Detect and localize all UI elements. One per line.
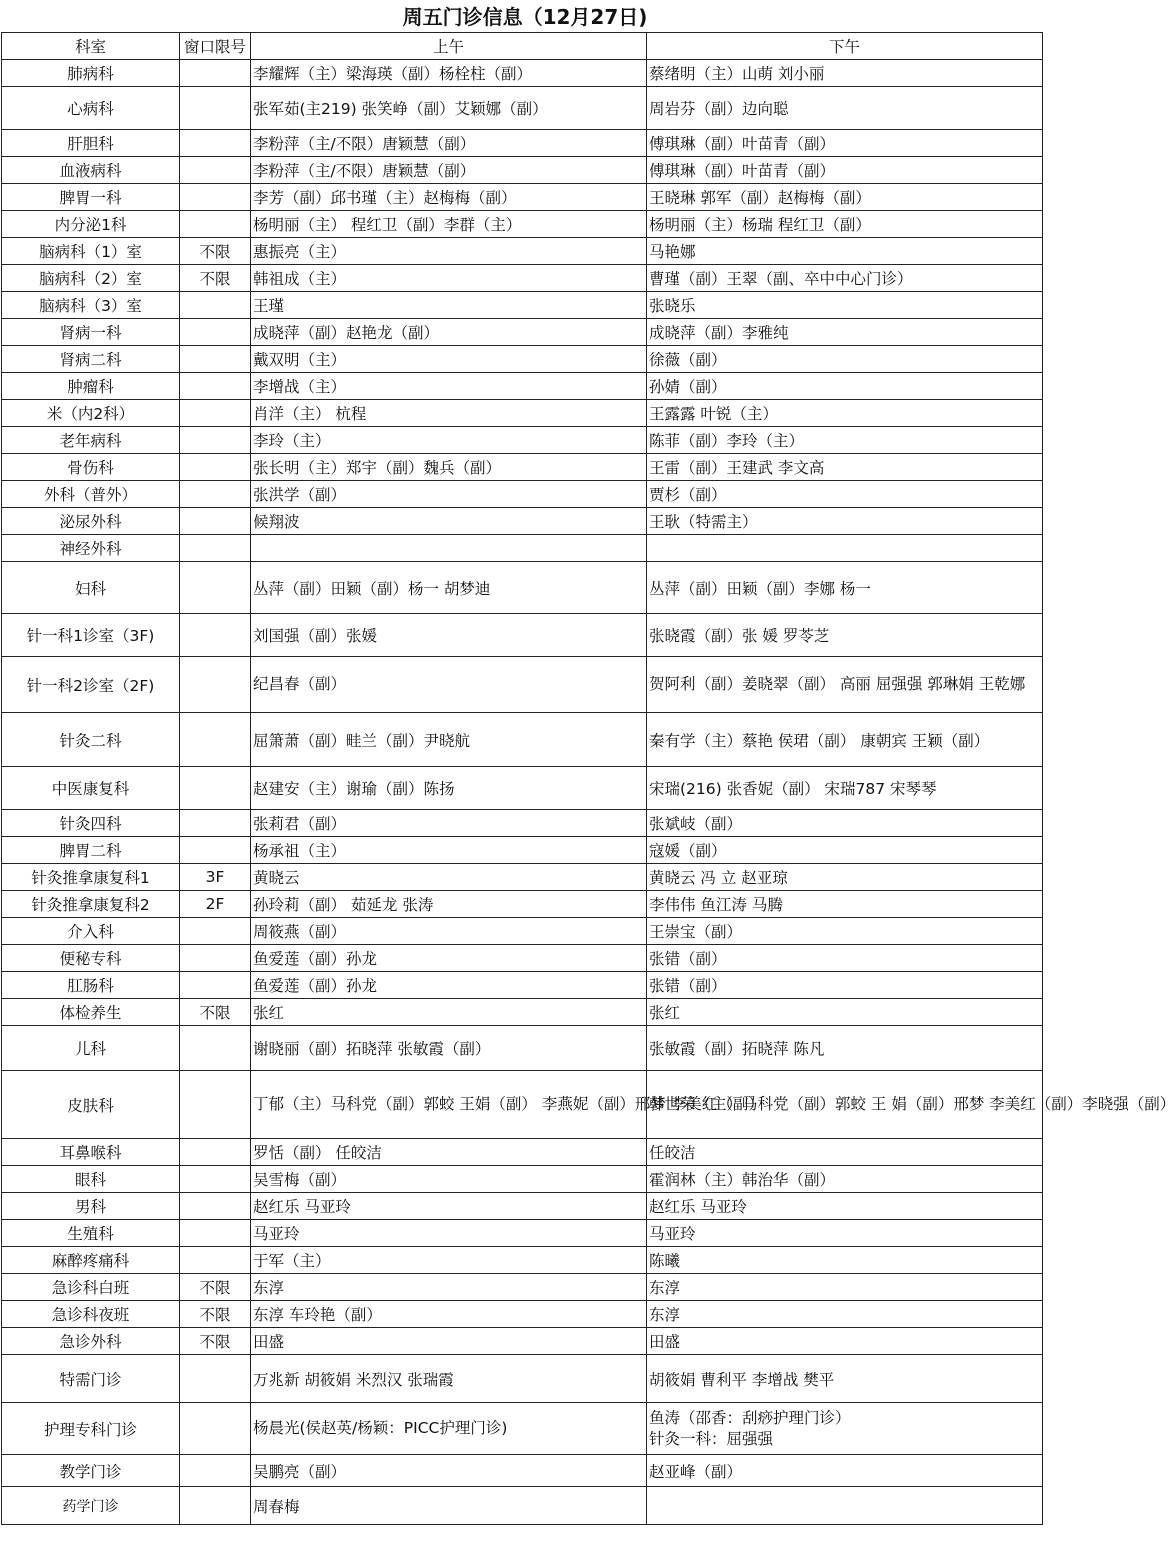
morning-cell: 鱼爱莲（副）孙龙 (251, 972, 647, 999)
window-limit-cell (180, 211, 251, 238)
window-limit-cell: 不限 (180, 265, 251, 292)
table-row (2, 562, 1043, 614)
table-row (2, 767, 1043, 810)
table-row (2, 292, 1043, 319)
afternoon-cell: 贾杉（副） (647, 481, 1043, 508)
window-limit-cell (180, 1193, 251, 1220)
table-row (2, 945, 1043, 972)
dept-cell: 教学门诊 (2, 1455, 180, 1487)
dept-cell: 针灸四科 (2, 810, 180, 837)
afternoon-cell: 任皎洁 (647, 1139, 1043, 1166)
header-dept: 科室 (2, 33, 180, 60)
morning-cell: 成晓萍（副）赵艳龙（副） (251, 319, 647, 346)
morning-cell: 张洪学（副） (251, 481, 647, 508)
dept-cell: 急诊外科 (2, 1328, 180, 1355)
morning-cell: 谢晓丽（副）拓晓萍 张敏霞（副） (251, 1026, 647, 1071)
morning-cell: 戴双明（主） (251, 346, 647, 373)
window-limit-cell: 3F (180, 864, 251, 891)
window-limit-cell (180, 1071, 251, 1139)
morning-cell: 张莉君（副） (251, 810, 647, 837)
afternoon-cell: 寇媛（副） (647, 837, 1043, 864)
table-row (2, 1026, 1043, 1071)
table-row (2, 319, 1043, 346)
morning-cell: 屈箫萧（副）畦兰（副）尹晓航 (251, 713, 647, 767)
window-limit-cell (180, 945, 251, 972)
dept-cell: 脑病科（1）室 (2, 238, 180, 265)
afternoon-cell: 赵亚峰（副） (647, 1455, 1043, 1487)
afternoon-cell: 王露露 叶锐（主） (647, 400, 1043, 427)
morning-cell: 李耀辉（主）梁海瑛（副）杨栓柱（副） (251, 60, 647, 87)
dept-cell: 米（内2科） (2, 400, 180, 427)
afternoon-cell: 张红 (647, 999, 1043, 1026)
dept-cell: 急诊科夜班 (2, 1301, 180, 1328)
morning-cell: 李粉萍（主/不限）唐颖慧（副） (251, 130, 647, 157)
dept-cell: 麻醉疼痛科 (2, 1247, 180, 1274)
afternoon-cell: 韩世荣（主）马科党（副）郭蛟 王 娟（副）邢梦 李美红（副）李晓强（副） (647, 1071, 1043, 1139)
dept-cell: 皮肤科 (2, 1071, 180, 1139)
morning-cell: 田盛 (251, 1328, 647, 1355)
window-limit-cell: 不限 (180, 1301, 251, 1328)
table-row (2, 184, 1043, 211)
afternoon-cell: 成晓萍（副）李雅纯 (647, 319, 1043, 346)
window-limit-cell: 不限 (180, 999, 251, 1026)
dept-cell: 脑病科（3）室 (2, 292, 180, 319)
window-limit-cell (180, 508, 251, 535)
table-row (2, 157, 1043, 184)
table-row (2, 1220, 1043, 1247)
table-row (2, 1328, 1043, 1355)
morning-cell: 张军茹(主219) 张笑峥（副）艾颖娜（副） (251, 87, 647, 130)
afternoon-cell: 王晓琳 郭军（副）赵梅梅（副） (647, 184, 1043, 211)
table-row (2, 1139, 1043, 1166)
window-limit-cell (180, 60, 251, 87)
morning-cell: 黄晓云 (251, 864, 647, 891)
dept-cell: 肿瘤科 (2, 373, 180, 400)
dept-cell: 男科 (2, 1193, 180, 1220)
morning-cell: 东淳 车玲艳（副） (251, 1301, 647, 1328)
morning-cell: 王瑾 (251, 292, 647, 319)
afternoon-cell: 黄晓云 冯 立 赵亚琼 (647, 864, 1043, 891)
table-row (2, 454, 1043, 481)
dept-cell: 特需门诊 (2, 1355, 180, 1403)
dept-cell: 护理专科门诊 (2, 1403, 180, 1455)
window-limit-cell (180, 454, 251, 481)
dept-cell: 脑病科（2）室 (2, 265, 180, 292)
window-limit-cell (180, 1455, 251, 1487)
afternoon-cell: 霍润林（主）韩治华（副） (647, 1166, 1043, 1193)
window-limit-cell (180, 184, 251, 211)
window-limit-cell (180, 767, 251, 810)
afternoon-cell: 陈曦 (647, 1247, 1043, 1274)
window-limit-cell: 不限 (180, 1328, 251, 1355)
window-limit-cell (180, 1355, 251, 1403)
dept-cell: 妇科 (2, 562, 180, 614)
window-limit-cell (180, 972, 251, 999)
window-limit-cell (180, 918, 251, 945)
dept-cell: 耳鼻喉科 (2, 1139, 180, 1166)
morning-cell: 张红 (251, 999, 647, 1026)
morning-cell: 候翔波 (251, 508, 647, 535)
morning-cell: 孙玲莉（副） 茹延龙 张涛 (251, 891, 647, 918)
table-row (2, 400, 1043, 427)
morning-cell: 赵红乐 马亚玲 (251, 1193, 647, 1220)
window-limit-cell (180, 810, 251, 837)
window-limit-cell (180, 1247, 251, 1274)
afternoon-cell: 东淳 (647, 1274, 1043, 1301)
morning-cell: 杨明丽（主） 程红卫（副）李群（主） (251, 211, 647, 238)
morning-cell: 东淳 (251, 1274, 647, 1301)
window-limit-cell (180, 427, 251, 454)
dept-cell: 针一科2诊室（2F) (2, 657, 180, 713)
window-limit-cell (180, 1220, 251, 1247)
dept-cell: 骨伤科 (2, 454, 180, 481)
page-title: 周五门诊信息（12月27日) (402, 5, 648, 29)
dept-cell: 肾病一科 (2, 319, 180, 346)
morning-cell: 刘国强（副）张媛 (251, 614, 647, 657)
window-limit-cell (180, 614, 251, 657)
afternoon-cell: 李伟伟 鱼江涛 马腾 (647, 891, 1043, 918)
afternoon-cell: 曹瑾（副）王翠（副、卒中中心门诊） (647, 265, 1043, 292)
table-row (2, 810, 1043, 837)
table-row (2, 999, 1043, 1026)
window-limit-cell (180, 1139, 251, 1166)
window-limit-cell: 不限 (180, 238, 251, 265)
table-row (2, 918, 1043, 945)
morning-cell: 鱼爱莲（副）孙龙 (251, 945, 647, 972)
table-row (2, 238, 1043, 265)
table-row (2, 614, 1043, 657)
afternoon-cell: 孙婧（副） (647, 373, 1043, 400)
afternoon-cell: 张错（副） (647, 945, 1043, 972)
header-pm: 下午 (647, 33, 1043, 60)
window-limit-cell: 不限 (180, 1274, 251, 1301)
dept-cell: 外科（普外） (2, 481, 180, 508)
window-limit-cell (180, 535, 251, 562)
table-row (2, 1193, 1043, 1220)
morning-cell: 马亚玲 (251, 1220, 647, 1247)
window-limit-cell (180, 1166, 251, 1193)
morning-cell: 丛萍（副）田颖（副）杨一 胡梦迪 (251, 562, 647, 614)
window-limit-cell (180, 87, 251, 130)
table-row (2, 1301, 1043, 1328)
table-row (2, 1355, 1043, 1403)
window-limit-cell (180, 292, 251, 319)
table-row (2, 1071, 1043, 1139)
dept-cell: 老年病科 (2, 427, 180, 454)
window-limit-cell (180, 1026, 251, 1071)
afternoon-cell: 傅琪琳（副）叶苗青（副） (647, 157, 1043, 184)
dept-cell: 肺病科 (2, 60, 180, 87)
morning-cell: 吴鹏亮（副） (251, 1455, 647, 1487)
morning-cell (251, 535, 647, 562)
dept-cell: 肾病二科 (2, 346, 180, 373)
table-row (2, 1487, 1043, 1525)
table-row (2, 346, 1043, 373)
afternoon-cell: 周岩芬（副）边向聪 (647, 87, 1043, 130)
dept-cell: 脾胃一科 (2, 184, 180, 211)
window-limit-cell (180, 657, 251, 713)
table-row (2, 211, 1043, 238)
table-row (2, 837, 1043, 864)
afternoon-cell: 贺阿利（副）姜晓翠（副） 高丽 屈强强 郭琳娟 王乾娜 (647, 657, 1043, 713)
dept-cell: 体检养生 (2, 999, 180, 1026)
dept-cell: 中医康复科 (2, 767, 180, 810)
morning-cell: 丁郁（主）马科党（副）郭蛟 王娟（副） 李燕妮（副）邢梦 李美红（副） (251, 1071, 647, 1139)
afternoon-cell: 赵红乐 马亚玲 (647, 1193, 1043, 1220)
afternoon-cell: 张斌岐（副） (647, 810, 1043, 837)
morning-cell: 纪昌春（副） (251, 657, 647, 713)
table-row (2, 1455, 1043, 1487)
window-limit-cell (180, 130, 251, 157)
dept-cell: 神经外科 (2, 535, 180, 562)
morning-cell: 杨晨光(侯赵英/杨颖：PICC护理门诊) (251, 1403, 647, 1455)
dept-cell: 针一科1诊室（3F) (2, 614, 180, 657)
table-row (2, 1403, 1043, 1455)
morning-cell: 周春梅 (251, 1487, 647, 1525)
table-row (2, 508, 1043, 535)
afternoon-cell: 秦有学（主）蔡艳 侯珺（副） 康朝宾 王颖（副） (647, 713, 1043, 767)
afternoon-cell (647, 1487, 1043, 1525)
table-row (2, 713, 1043, 767)
dept-cell: 肝胆科 (2, 130, 180, 157)
window-limit-cell (180, 400, 251, 427)
window-limit-cell: 2F (180, 891, 251, 918)
afternoon-cell: 田盛 (647, 1328, 1043, 1355)
header-am: 上午 (251, 33, 647, 60)
afternoon-cell: 王崇宝（副） (647, 918, 1043, 945)
dept-cell: 心病科 (2, 87, 180, 130)
window-limit-cell (180, 346, 251, 373)
dept-cell: 内分泌1科 (2, 211, 180, 238)
window-limit-cell (180, 1403, 251, 1455)
window-limit-cell (180, 157, 251, 184)
morning-cell: 赵建安（主）谢瑜（副）陈扬 (251, 767, 647, 810)
table-row (2, 60, 1043, 87)
dept-cell: 药学门诊 (2, 1487, 180, 1525)
table-row (2, 1247, 1043, 1274)
afternoon-cell: 徐薇（副） (647, 346, 1043, 373)
window-limit-cell (180, 373, 251, 400)
morning-cell: 周筱燕（副） (251, 918, 647, 945)
dept-cell: 急诊科白班 (2, 1274, 180, 1301)
morning-cell: 李玲（主） (251, 427, 647, 454)
morning-cell: 惠振亮（主） (251, 238, 647, 265)
table-row (2, 972, 1043, 999)
table-row (2, 265, 1043, 292)
afternoon-cell: 王耿（特需主） (647, 508, 1043, 535)
morning-cell: 韩祖成（主） (251, 265, 647, 292)
afternoon-cell: 东淳 (647, 1301, 1043, 1328)
header-window: 窗口限号 (180, 33, 251, 60)
afternoon-cell: 张晓乐 (647, 292, 1043, 319)
afternoon-cell: 张晓霞（副）张 媛 罗苓芝 (647, 614, 1043, 657)
morning-cell: 于军（主） (251, 1247, 647, 1274)
table-row (2, 481, 1043, 508)
header-row (2, 33, 1043, 60)
table-row (2, 130, 1043, 157)
table-row (2, 1274, 1043, 1301)
dept-cell: 便秘专科 (2, 945, 180, 972)
afternoon-cell: 鱼涛（邵香：刮痧护理门诊） 针灸一科：屈强强 (647, 1403, 1043, 1455)
afternoon-cell: 蔡绪明（主）山萌 刘小丽 (647, 60, 1043, 87)
table-row (2, 427, 1043, 454)
window-limit-cell (180, 1487, 251, 1525)
dept-cell: 血液病科 (2, 157, 180, 184)
window-limit-cell (180, 562, 251, 614)
dept-cell: 肛肠科 (2, 972, 180, 999)
dept-cell: 眼科 (2, 1166, 180, 1193)
window-limit-cell (180, 713, 251, 767)
afternoon-cell: 马亚玲 (647, 1220, 1043, 1247)
afternoon-cell: 杨明丽（主）杨瑞 程红卫（副） (647, 211, 1043, 238)
morning-cell: 李增战（主） (251, 373, 647, 400)
afternoon-cell: 丛萍（副）田颖（副）李娜 杨一 (647, 562, 1043, 614)
afternoon-cell: 宋瑞(216) 张香妮（副） 宋瑞787 宋琴琴 (647, 767, 1043, 810)
afternoon-cell (647, 535, 1043, 562)
window-limit-cell (180, 481, 251, 508)
morning-cell: 万兆新 胡筱娟 米烈汉 张瑞霞 (251, 1355, 647, 1403)
dept-cell: 儿科 (2, 1026, 180, 1071)
window-limit-cell (180, 319, 251, 346)
morning-cell: 李芳（副）邱书瑾（主）赵梅梅（副） (251, 184, 647, 211)
window-limit-cell (180, 837, 251, 864)
morning-cell: 张长明（主）郑宇（副）魏兵（副） (251, 454, 647, 481)
afternoon-cell: 胡筱娟 曹利平 李增战 樊平 (647, 1355, 1043, 1403)
dept-cell: 泌尿外科 (2, 508, 180, 535)
afternoon-cell: 张错（副） (647, 972, 1043, 999)
morning-cell: 肖洋（主） 杭程 (251, 400, 647, 427)
dept-cell: 脾胃二科 (2, 837, 180, 864)
dept-cell: 针灸推拿康复科2 (2, 891, 180, 918)
schedule-table (1, 32, 1175, 1525)
afternoon-cell: 张敏霞（副）拓晓萍 陈凡 (647, 1026, 1043, 1071)
dept-cell: 针灸推拿康复科1 (2, 864, 180, 891)
dept-cell: 介入科 (2, 918, 180, 945)
table-row (2, 1166, 1043, 1193)
morning-cell: 罗恬（副） 任皎洁 (251, 1139, 647, 1166)
dept-cell: 生殖科 (2, 1220, 180, 1247)
schedule-body (2, 60, 1175, 1525)
table-row (2, 535, 1043, 562)
afternoon-cell: 陈菲（副）李玲（主） (647, 427, 1043, 454)
morning-cell: 李粉萍（主/不限）唐颖慧（副） (251, 157, 647, 184)
table-row (2, 87, 1043, 130)
afternoon-cell: 傅琪琳（副）叶苗青（副） (647, 130, 1043, 157)
afternoon-cell: 马艳娜 (647, 238, 1043, 265)
table-row (2, 864, 1043, 891)
table-row (2, 657, 1043, 713)
table-row (2, 373, 1043, 400)
table-row (2, 891, 1043, 918)
morning-cell: 吴雪梅（副） (251, 1166, 647, 1193)
morning-cell: 杨承祖（主） (251, 837, 647, 864)
afternoon-cell: 王雷（副）王建武 李文高 (647, 454, 1043, 481)
dept-cell: 针灸二科 (2, 713, 180, 767)
